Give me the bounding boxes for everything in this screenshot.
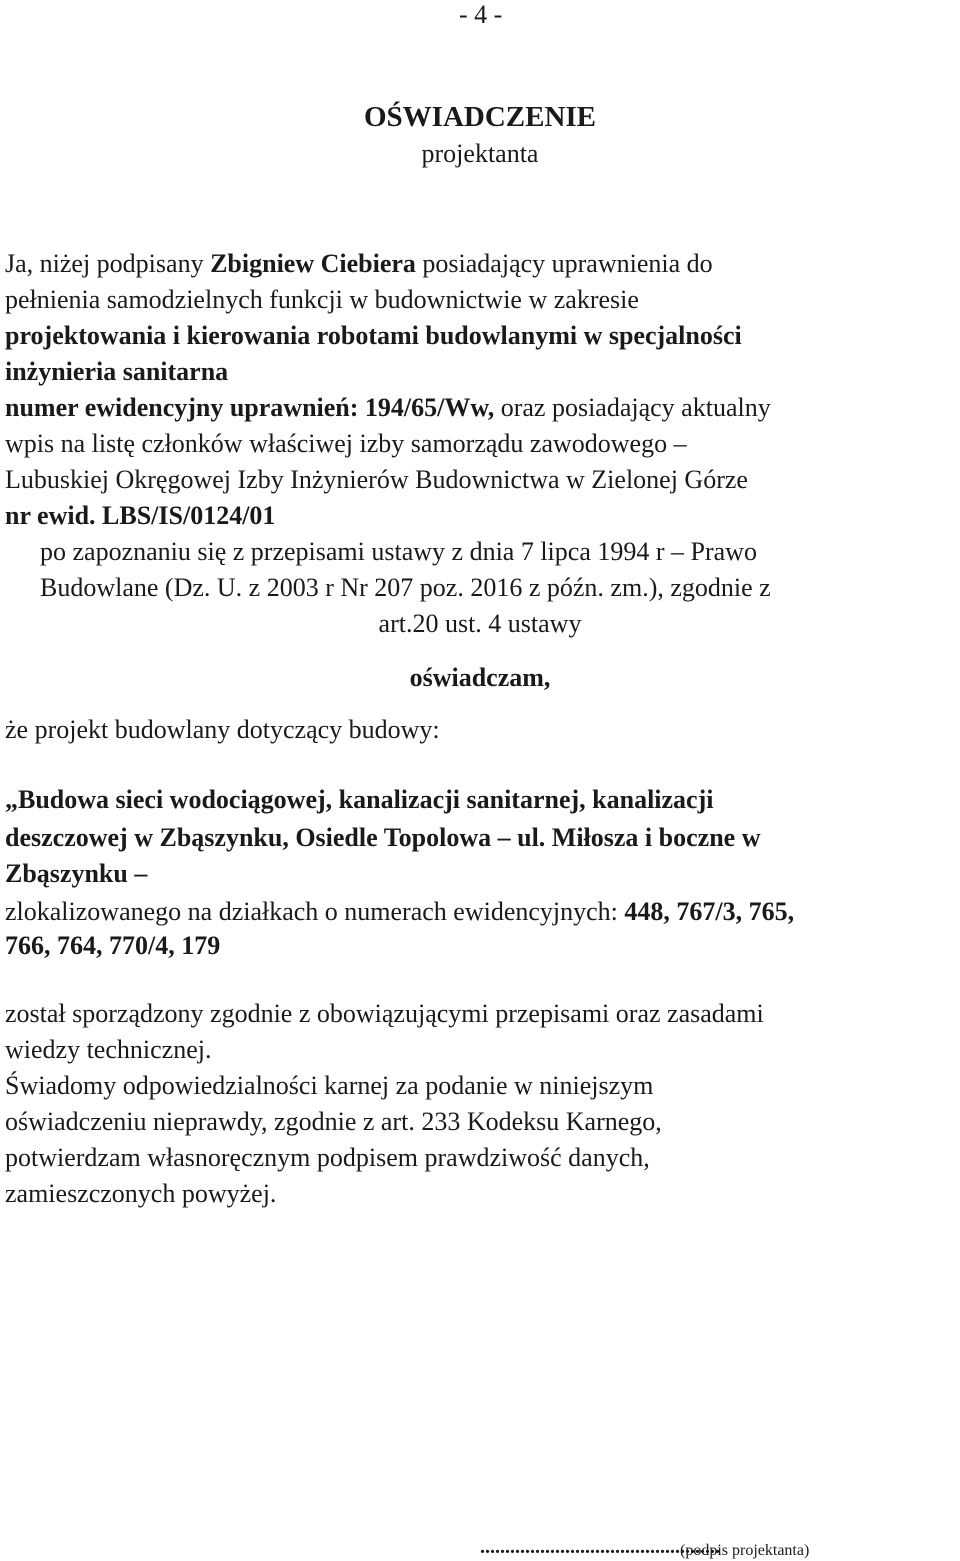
membership-line-1: wpis na listę członków właściwej izby samorządu zawodowego – [5, 429, 687, 458]
location-line [5, 896, 794, 928]
closing-line-2: wiedzy technicznej. [5, 1035, 212, 1064]
scope-line-2: inżynieria sanitarna [5, 357, 229, 386]
qualification-lead: posiadający uprawnienia do [415, 249, 713, 278]
scope-line-1: projektowania i kierowania robotami budowlanymi w specjalności [5, 321, 742, 350]
closing-line-4: oświadczeniu nieprawdy, zgodnie z art. 233 Kodeksu Karnego, [5, 1107, 662, 1136]
document-title: OŚWIADCZENIE [363, 101, 597, 133]
declarant-line-2: pełnienia samodzielnych funkcji w budownictwie w zakresie [5, 285, 639, 314]
declaration-verb: oświadczam, [409, 663, 551, 692]
legal-basis-line-1: po zapoznaniu się z przepisami ustawy z dnia 7 lipca 1994 r – Prawo [40, 537, 757, 566]
plot-numbers-part-2: 766, 764, 770/4, 179 [5, 931, 221, 960]
plot-numbers-part-1: 448, 767/3, 765, [624, 897, 795, 926]
project-name-line-2: deszczowej w Zbąszynku, Osiedle Topolowa – ul. Miłosza i boczne w [5, 823, 761, 852]
signature-label: (podpis projektanta) [680, 1542, 810, 1559]
membership-number: nr ewid. LBS/IS/0124/01 [5, 501, 276, 530]
location-lead: zlokalizowanego na działkach o numerach ewidencyjnych: [5, 897, 625, 926]
license-line [5, 392, 771, 424]
closing-line-3: Świadomy odpowiedzialności karnej za podanie w niniejszym [5, 1071, 654, 1100]
license-number: numer ewidencyjny uprawnień: 194/65/Ww, [5, 393, 495, 422]
license-tail: oraz posiadający aktualny [494, 393, 771, 422]
project-name-line-3: Zbąszynku – [5, 859, 148, 888]
page-number: - 4 - [459, 0, 503, 29]
closing-line-1: został sporządzony zgodnie z obowiązującymi przepisami oraz zasadami [5, 999, 764, 1028]
declarant-line-1 [5, 248, 713, 280]
declarant-name: Zbigniew Ciebiera [210, 249, 416, 278]
closing-line-6: zamieszczonych powyżej. [5, 1179, 277, 1208]
membership-line-2: Lubuskiej Okręgowej Izby Inżynierów Budownictwa w Zielonej Górze [5, 465, 748, 494]
intro-text: Ja, niżej podpisany [5, 249, 211, 278]
project-name-line-1: „Budowa sieci wodociągowej, kanalizacji sanitarnej, kanalizacji [5, 785, 714, 814]
document-subtitle: projektanta [421, 139, 539, 168]
declaration-lead: że projekt budowlany dotyczący budowy: [5, 715, 440, 744]
legal-basis-line-2: Budowlane (Dz. U. z 2003 r Nr 207 poz. 2016 z późn. zm.), zgodnie z [40, 573, 771, 602]
closing-line-5: potwierdzam własnoręcznym podpisem prawdziwość danych, [5, 1143, 650, 1172]
legal-basis-line-3: art.20 ust. 4 ustawy [378, 609, 582, 638]
signature-line: ................................................ [480, 1536, 720, 1558]
